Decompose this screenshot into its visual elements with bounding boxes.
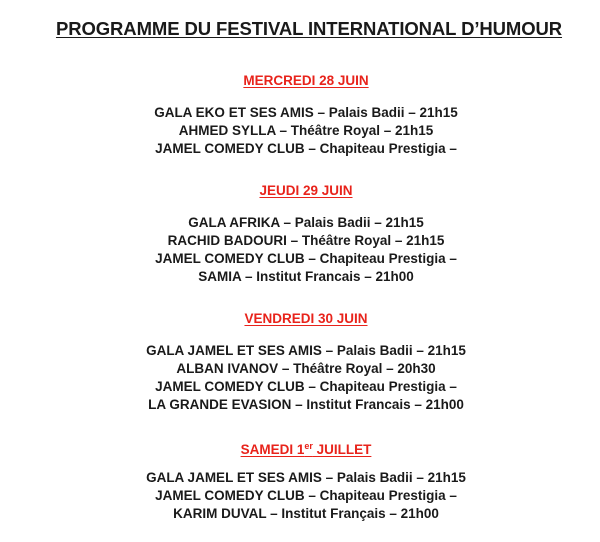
day-heading: MERCREDI 28 JUIN <box>243 73 369 88</box>
event-list <box>0 342 600 414</box>
day-section-saturday <box>0 437 600 523</box>
event-item: LA GRANDE EVASION – Institut Francais – 21h00 <box>148 397 464 412</box>
day-heading-prefix: SAMEDI 1 <box>240 442 305 457</box>
event-item: SAMIA – Institut Francais – 21h00 <box>198 269 414 284</box>
day-section-friday <box>0 310 600 414</box>
day-heading <box>0 437 600 455</box>
event-item: GALA JAMEL ET SES AMIS – Palais Badii – 21h15 <box>146 470 466 485</box>
ordinal-superscript: er <box>304 441 313 451</box>
day-section-thursday <box>0 182 600 286</box>
day-heading-suffix: JUILLET <box>312 442 372 457</box>
day-section-wednesday <box>0 72 600 158</box>
document-title: PROGRAMME DU FESTIVAL INTERNATIONAL D’HUMOUR <box>55 18 563 39</box>
day-heading: VENDREDI 30 JUIN <box>244 311 368 326</box>
day-heading: JEUDI 29 JUIN <box>259 183 353 198</box>
event-item: RACHID BADOURI – Théâtre Royal – 21h15 <box>167 233 445 248</box>
event-item: GALA EKO ET SES AMIS – Palais Badii – 21h15 <box>154 105 458 120</box>
event-item: AHMED SYLLA – Théâtre Royal – 21h15 <box>178 123 434 138</box>
event-item: JAMEL COMEDY CLUB – Chapiteau Prestigia – <box>155 488 457 503</box>
event-item: ALBAN IVANOV – Théâtre Royal – 20h30 <box>176 361 436 376</box>
event-list <box>0 469 600 523</box>
event-item: GALA AFRIKA – Palais Badii – 21h15 <box>188 215 424 230</box>
event-item: KARIM DUVAL – Institut Français – 21h00 <box>173 506 439 521</box>
event-item: JAMEL COMEDY CLUB – Chapiteau Prestigia – <box>155 379 457 394</box>
event-list <box>0 214 600 286</box>
event-list <box>0 104 600 158</box>
event-item: GALA JAMEL ET SES AMIS – Palais Badii – 21h15 <box>146 343 466 358</box>
event-item: JAMEL COMEDY CLUB – Chapiteau Prestigia – <box>155 251 457 266</box>
event-item: JAMEL COMEDY CLUB – Chapiteau Prestigia – <box>155 141 457 156</box>
